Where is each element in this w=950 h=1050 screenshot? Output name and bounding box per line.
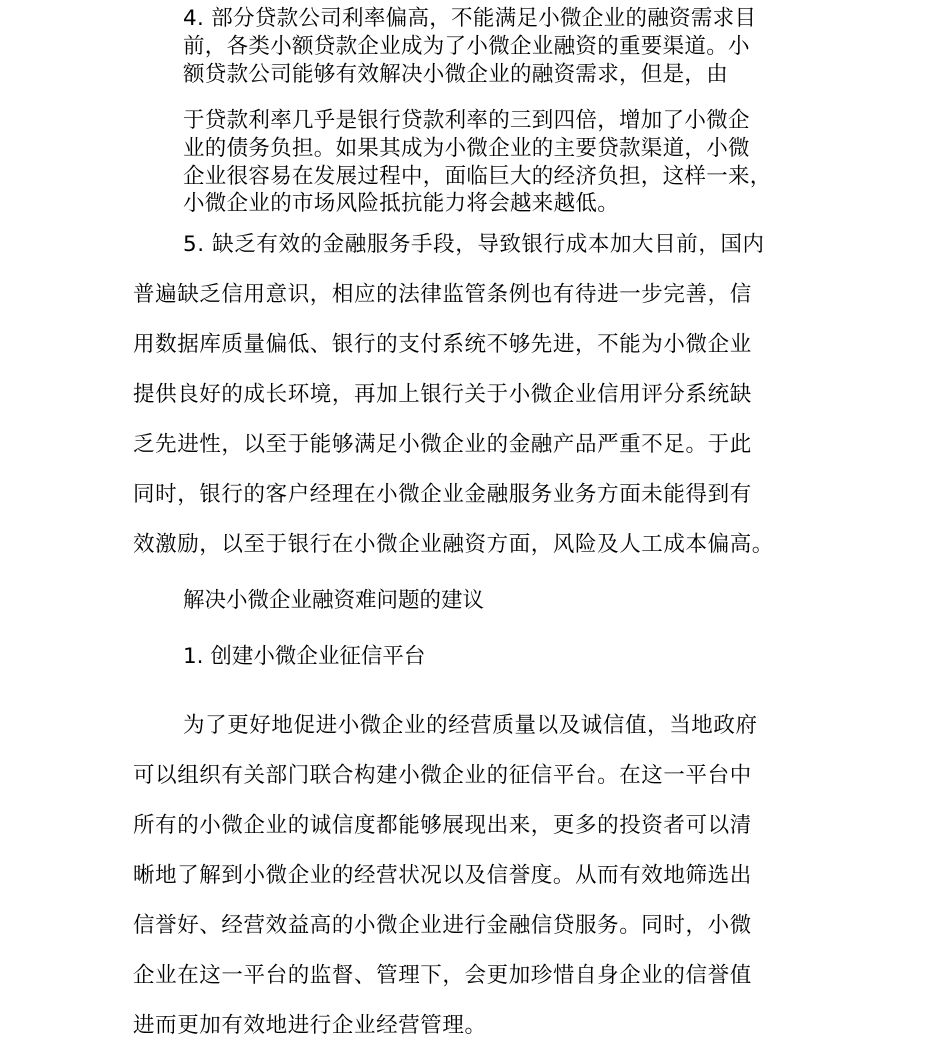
item5-line-3: 用数据库质量偏低、银行的支付系统不够先进，不能为小微企业 <box>133 332 752 357</box>
paragraph-1-line-6: 企业在这一平台的监督、管理下，会更加珍惜自身企业的信誉值 <box>133 963 752 988</box>
item5-line-7: 效激励，以至于银行在小微企业融资方面，风险及人工成本偏高。 <box>133 532 774 557</box>
item4-line-3: 额贷款公司能够有效解决小微企业的融资需求，但是，由 <box>183 62 729 87</box>
paragraph-1-line-7: 进而更加有效地进行企业经营管理。 <box>133 1013 487 1038</box>
subheading-1: 1. 创建小微企业征信平台 <box>183 644 426 669</box>
item4-line-1: 4. 部分贷款公司利率偏高，不能满足小微企业的融资需求目 <box>183 6 757 31</box>
item5-line-6: 同时，银行的客户经理在小微企业金融服务业务方面未能得到有 <box>133 482 752 507</box>
paragraph-1-line-1: 为了更好地促进小微企业的经营质量以及诚信值，当地政府 <box>183 713 758 738</box>
paragraph-1-line-3: 所有的小微企业的诚信度都能够展现出来，更多的投资者可以清 <box>133 813 752 838</box>
item5-line-2: 普遍缺乏信用意识，相应的法律监管条例也有待进一步完善，信 <box>133 282 752 307</box>
paragraph-1-line-2: 可以组织有关部门联合构建小微企业的征信平台。在这一平台中 <box>133 763 752 788</box>
paragraph-1-line-4: 晰地了解到小微企业的经营状况以及信誉度。从而有效地筛选出 <box>133 863 752 888</box>
item4-line-2: 前，各类小额贷款企业成为了小微企业融资的重要渠道。小 <box>183 34 750 59</box>
item5-line-1: 5. 缺乏有效的金融服务手段，导致银行成本加大目前，国内 <box>183 232 765 257</box>
item5-line-4: 提供良好的成长环境，再加上银行关于小微企业信用评分系统缺 <box>133 382 752 407</box>
item4-cont-line-4: 小微企业的市场风险抵抗能力将会越来越低。 <box>183 191 620 216</box>
item4-cont-line-2: 业的债务负担。如果其成为小微企业的主要贷款渠道，小微 <box>183 136 750 161</box>
item5-line-5: 乏先进性，以至于能够满足小微企业的金融产品严重不足。于此 <box>133 432 752 457</box>
item4-cont-line-1: 于贷款利率几乎是银行贷款利率的三到四倍，增加了小微企 <box>183 108 750 133</box>
section-heading: 解决小微企业融资难问题的建议 <box>183 588 485 613</box>
item4-cont-line-3: 企业很容易在发展过程中，面临巨大的经济负担，这样一来， <box>183 164 772 189</box>
paragraph-1-line-5: 信誉好、经营效益高的小微企业进行金融信贷服务。同时，小微 <box>133 913 752 938</box>
